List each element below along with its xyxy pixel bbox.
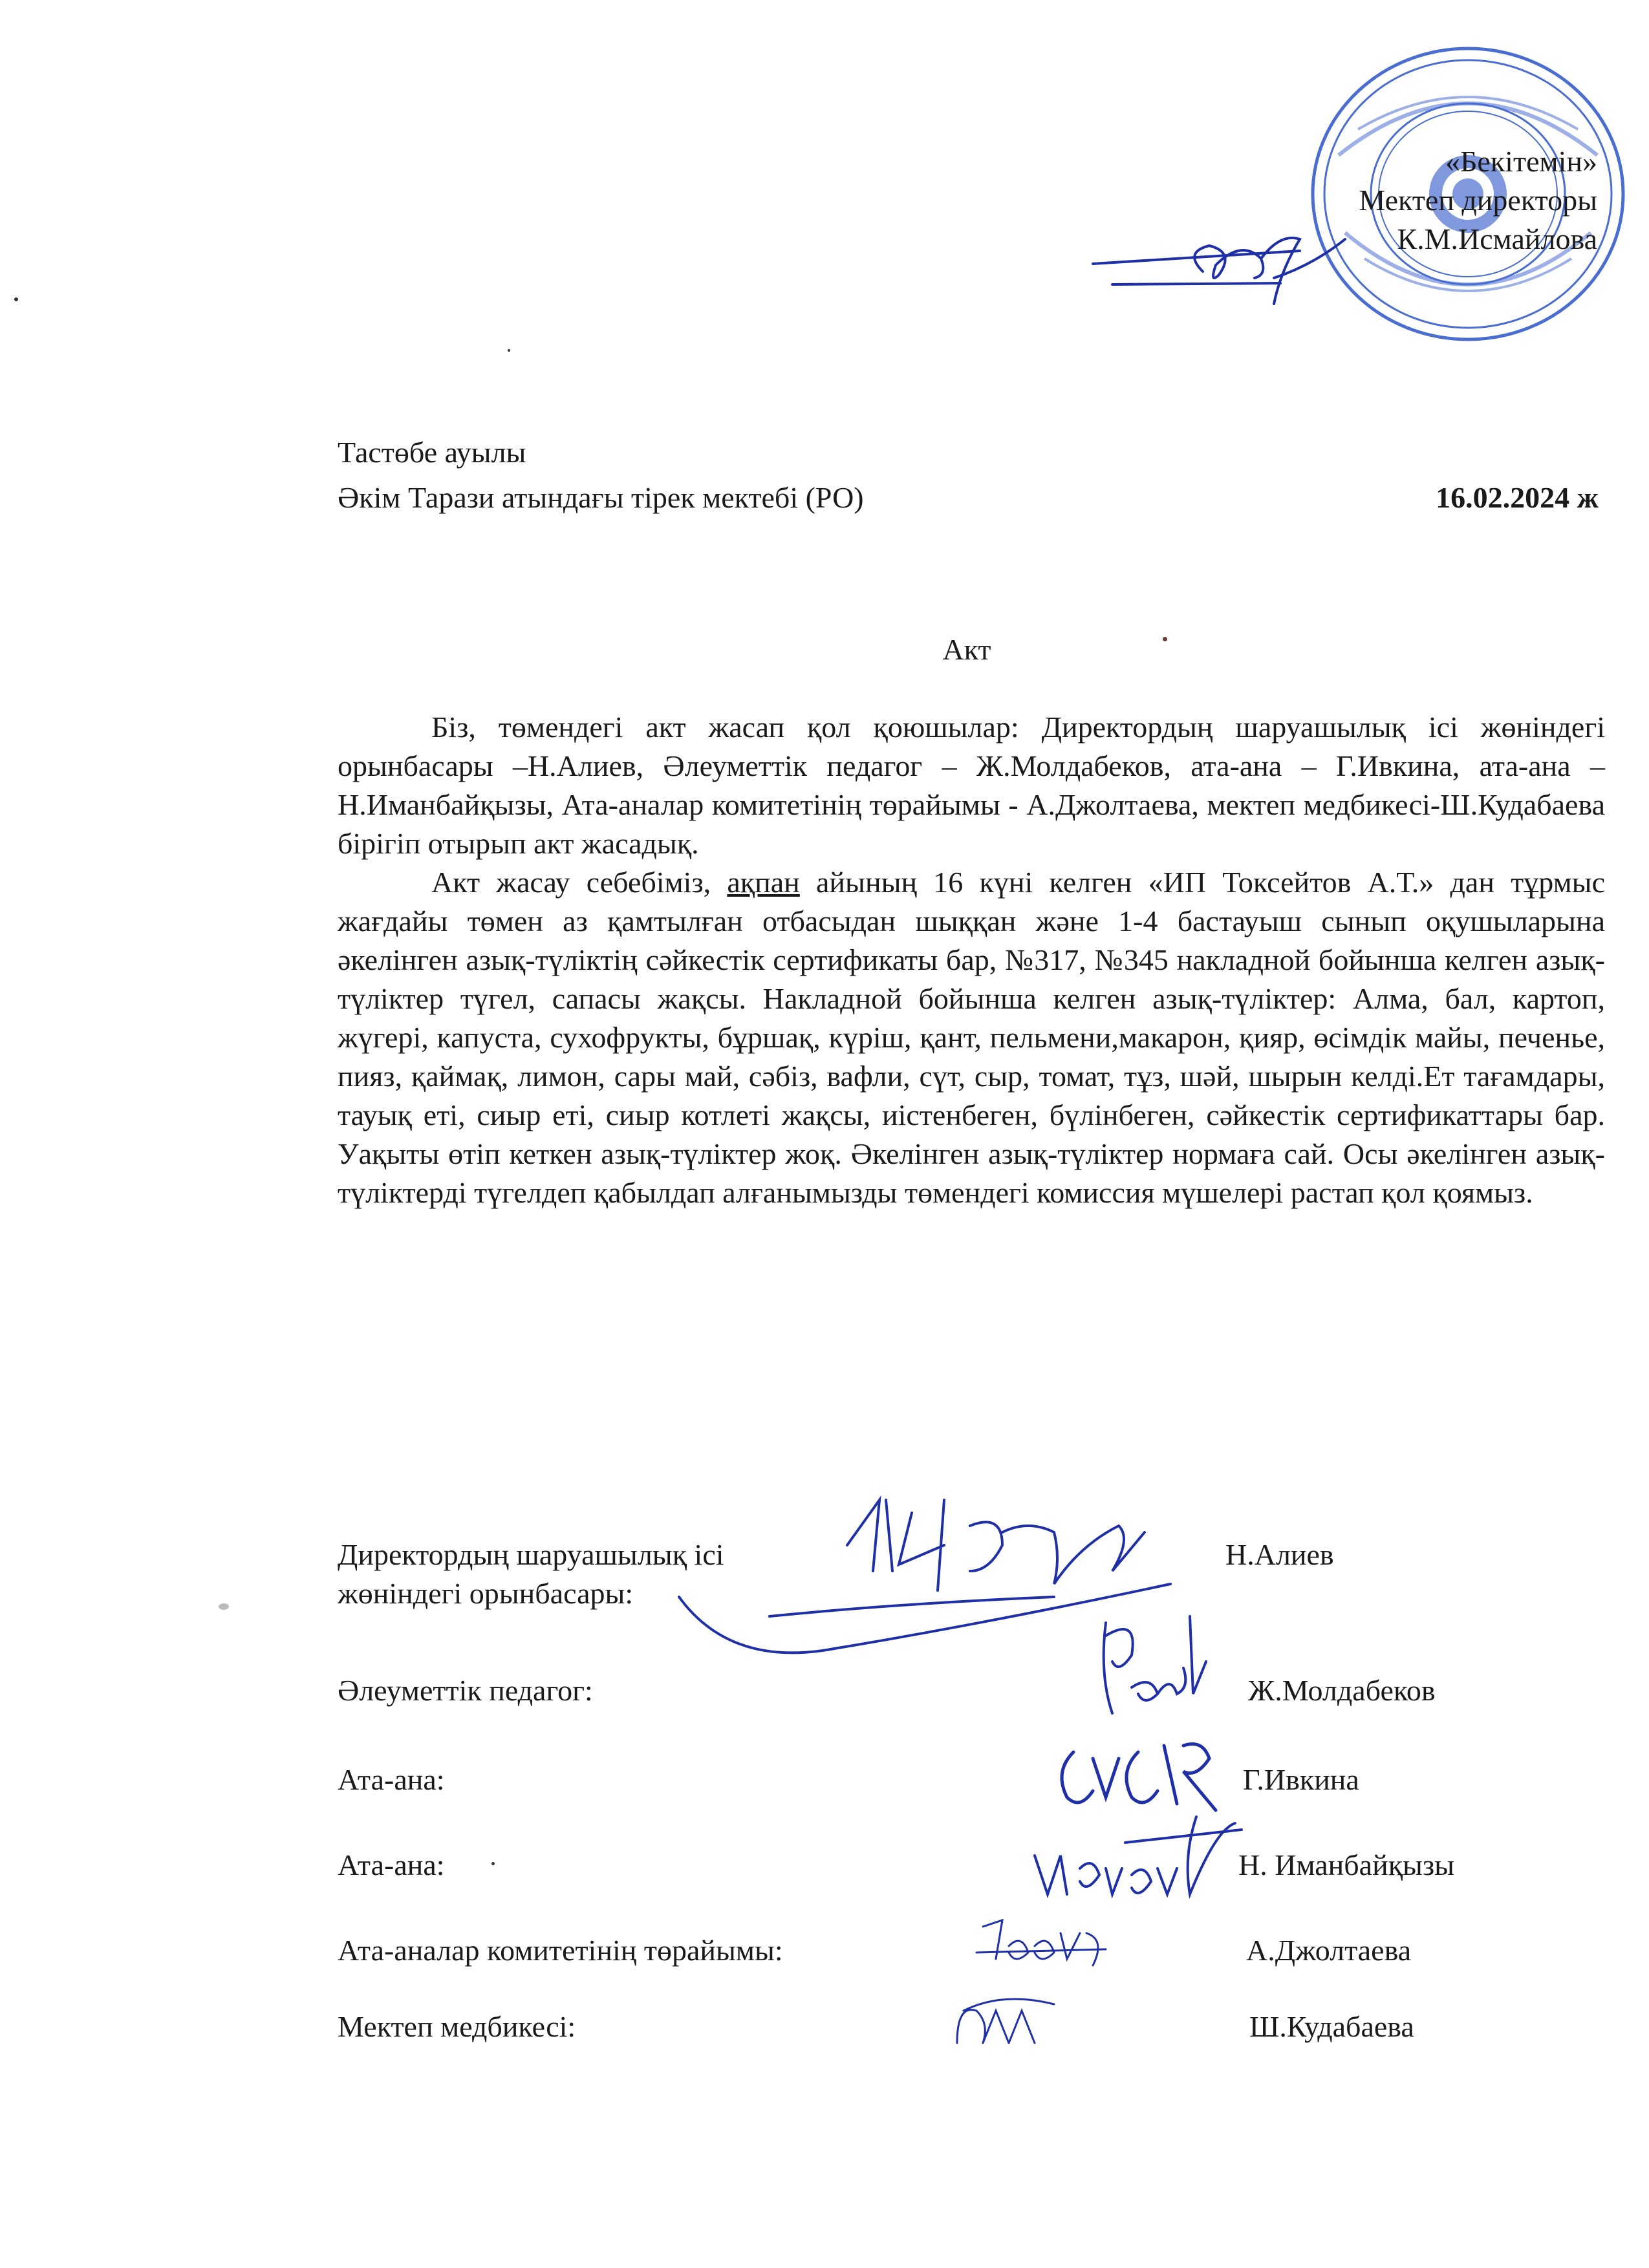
scan-speck xyxy=(508,349,510,352)
scan-speck xyxy=(219,1603,229,1610)
document-body xyxy=(338,708,1605,1212)
approval-block xyxy=(1359,142,1597,259)
handwritten-signature-school-nurse xyxy=(944,1985,1067,2056)
paragraph-2 xyxy=(338,863,1605,1212)
approval-position: Мектеп директоры xyxy=(1359,184,1597,217)
approval-title: «Бекітемін» xyxy=(1445,145,1597,178)
signature-role: Ата-аналар комитетінің төрайымы: xyxy=(338,1934,783,1967)
role-line-1: Директордың шаруашылық ісі xyxy=(338,1538,724,1571)
signer-name: Н. Иманбайқызы xyxy=(1238,1848,1455,1881)
signer-name: Ш.Кудабаева xyxy=(1249,2010,1414,2043)
role-line-2: жөніндегі орынбасары: xyxy=(338,1577,634,1610)
paragraph-1: Біз, төмендегі акт жасап қол қоюшылар: Директордың шаруашылық ісі жөніндегі орынбасары –Н.Алиев, Әлеуметтік педагог – Ж.Молдабеков, ата-ана – Г.Ивкина, ата-ана –Н.Иманбайқызы, Ата-аналар комитетінің төрайымы - А.Джолтаева, мектеп медбикесі-Ш.Кудабаева бірігіп отырып акт жасадық. xyxy=(338,711,1605,860)
scan-speck xyxy=(491,1862,495,1865)
approval-signer: К.М.Исмайлова xyxy=(1397,222,1597,255)
signature-role: Мектеп медбикесі: xyxy=(338,2010,576,2043)
document-title: Акт xyxy=(942,633,991,666)
paragraph-2-rest: айының 16 күні келген «ИП Токсейтов А.Т.» дан тұрмыс жағдайы төмен аз қамтылған отбасыдан шыққан және 1-4 бастауыш сынып оқушыларына әкелінген азық-түліктің сәйкестік сертификаты бар, №317, №345 накладной бойынша келген азық-түліктер түгел, сапасы жақсы. Накладной бойынша келген азық-түліктер: Алма, бал, картоп, жүгері, капуста, сухофрукты, бұршақ, күріш, қант, пельмени,макарон, қияр, өсімдік майы, печенье, пияз, қаймақ, лимон, сары май, сәбіз, вафли, сүт, сыр, томат, тұз, шәй, шырын келді.Ет тағамдары, тауық еті, сиыр еті, сиыр котлеті жақсы, иістенбеген, бүлінбеген, сәйкестік сертификаттары бар. Уақыты өтіп кеткен азық-түліктер жоқ. Әкелінген азық-түліктер нормаға сай. Осы әкелінген азық-түліктерді түгелдеп қабылдап алғанымызды төмендегі комиссия мүшелері растап қол қоямыз. xyxy=(338,866,1605,1209)
scan-speck xyxy=(14,297,18,301)
paragraph-2-underlined: ақпан xyxy=(727,866,800,899)
signature-role: Ата-ана: xyxy=(338,1848,445,1881)
signer-name: Г.Ивкина xyxy=(1243,1763,1359,1796)
handwritten-signature-parent-1 xyxy=(1048,1720,1229,1817)
signer-name: А.Джолтаева xyxy=(1246,1934,1412,1967)
scan-speck xyxy=(1163,637,1167,641)
signature-role: Ата-ана: xyxy=(338,1763,445,1796)
village-name: Тастөбе ауылы xyxy=(338,436,526,469)
handwritten-signature-committee-chair xyxy=(970,1907,1112,1978)
paragraph-2-start: Акт жасау себебіміз, xyxy=(431,866,727,899)
document-header xyxy=(338,430,1599,520)
school-name: Әкім Тарази атындағы тірек мектебі (РО) xyxy=(338,481,864,514)
director-signature xyxy=(1086,213,1358,310)
signer-name: Ж.Молдабеков xyxy=(1248,1674,1436,1707)
handwritten-signature-social-pedagog xyxy=(1093,1597,1209,1726)
signature-role: Әлеуметтік педагог: xyxy=(338,1674,593,1707)
signer-name: Н.Алиев xyxy=(1225,1538,1334,1571)
document-date: 16.02.2024 ж xyxy=(1436,481,1599,514)
handwritten-signature-parent-2 xyxy=(1028,1804,1248,1907)
